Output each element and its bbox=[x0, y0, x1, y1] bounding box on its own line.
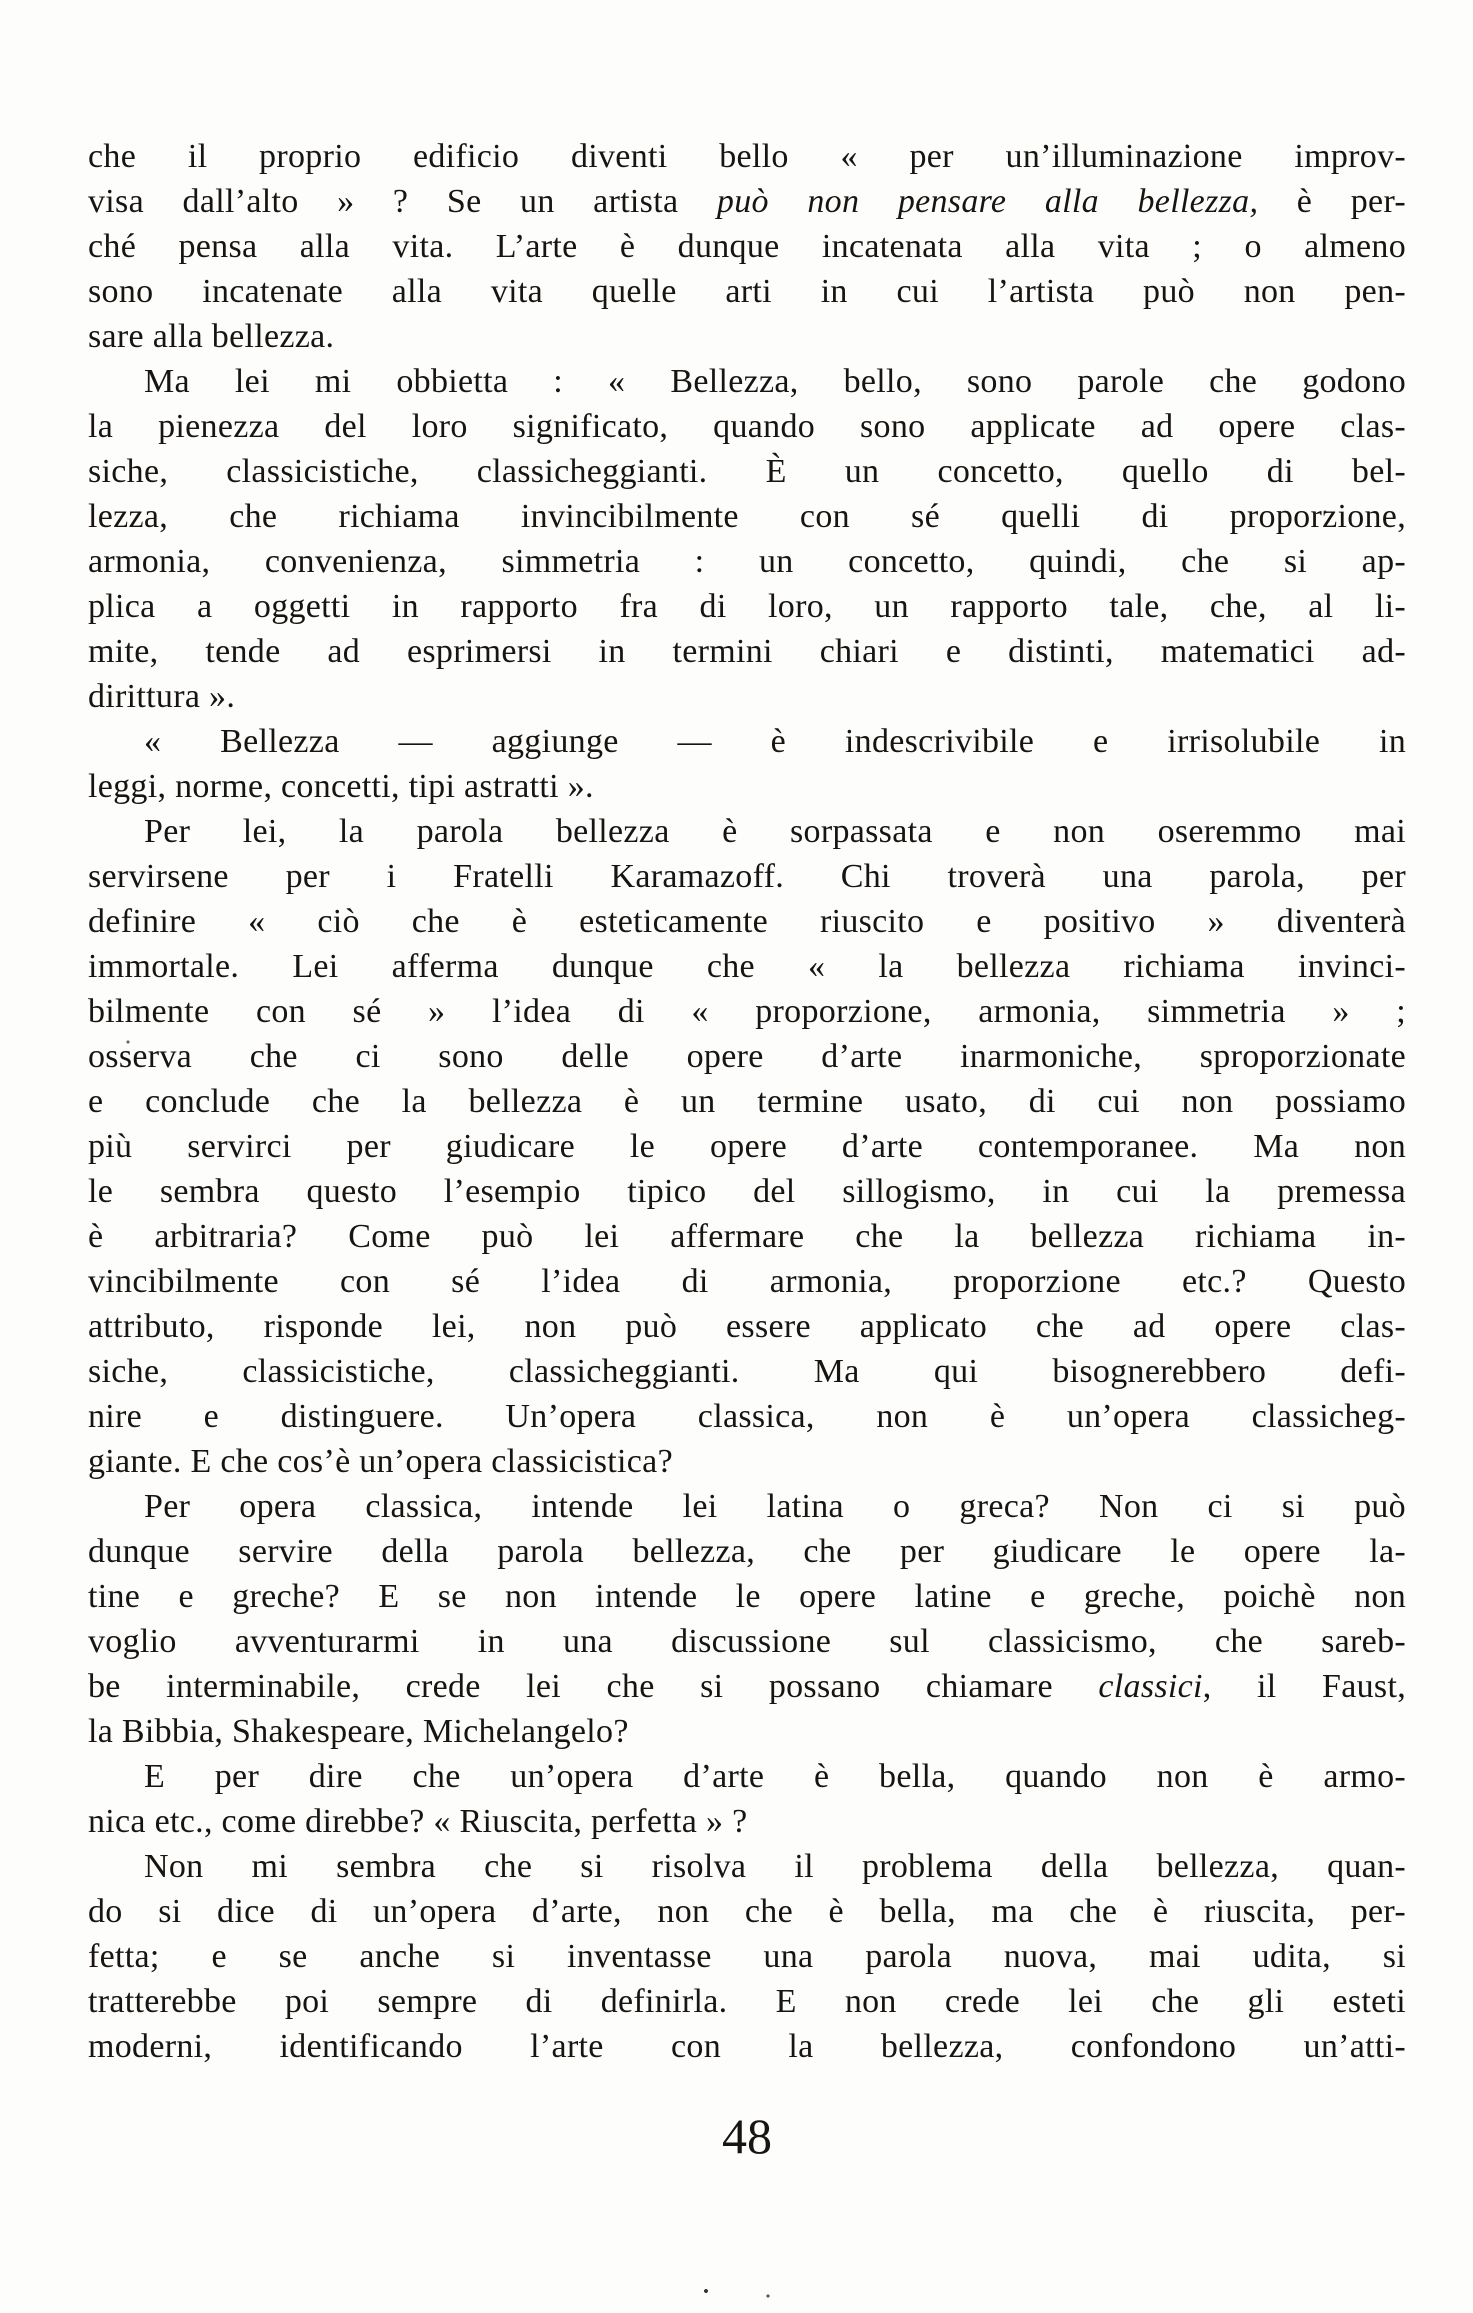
paragraph bbox=[88, 719, 1406, 809]
paragraph bbox=[88, 1484, 1406, 1754]
text-line: sono incatenate alla vita quelle arti in cui l’artista può non pen- bbox=[88, 273, 1406, 310]
text-line: Ma lei mi obbietta : « Bellezza, bello, sono parole che godono bbox=[144, 363, 1406, 400]
text-block bbox=[88, 134, 1406, 2069]
paragraph bbox=[88, 134, 1406, 359]
text-line: leggi, norme, concetti, tipi astratti ». bbox=[88, 768, 594, 805]
text-line: dunque servire della parola bellezza, che per giudicare le opere la- bbox=[88, 1533, 1406, 1570]
text-line: dirittura ». bbox=[88, 678, 236, 715]
text-line: ché pensa alla vita. L’arte è dunque incatenata alla vita ; o almeno bbox=[88, 228, 1406, 265]
text-line: E per dire che un’opera d’arte è bella, quando non è armo- bbox=[144, 1758, 1406, 1795]
text-line: plica a oggetti in rapporto fra di loro, un rapporto tale, che, al li- bbox=[88, 588, 1406, 625]
text-line: armonia, convenienza, simmetria : un concetto, quindi, che si ap- bbox=[88, 543, 1406, 580]
text-line: le sembra questo l’esempio tipico del sillogismo, in cui la premessa bbox=[88, 1173, 1406, 1210]
text-line: moderni, identificando l’arte con la bellezza, confondono un’atti- bbox=[88, 2028, 1406, 2065]
text-line: tratterebbe poi sempre di definirla. E non crede lei che gli esteti bbox=[88, 1983, 1406, 2020]
text-line: attributo, risponde lei, non può essere applicato che ad opere clas- bbox=[88, 1308, 1406, 1345]
text-line: osserva che ci sono delle opere d’arte inarmoniche, sproporzionate bbox=[88, 1038, 1406, 1075]
text-line: la pienezza del loro significato, quando sono applicate ad opere clas- bbox=[88, 408, 1406, 445]
text-line: nire e distinguere. Un’opera classica, non è un’opera classicheg- bbox=[88, 1398, 1406, 1435]
paragraph bbox=[88, 1844, 1406, 2069]
text-line: lezza, che richiama invincibilmente con sé quelli di proporzione, bbox=[88, 498, 1406, 535]
text-line: più servirci per giudicare le opere d’arte contemporanee. Ma non bbox=[88, 1128, 1406, 1165]
text-line: Per opera classica, intende lei latina o greca? Non ci si può bbox=[144, 1488, 1406, 1525]
text-line: siche, classicistiche, classicheggianti. È un concetto, quello di bel- bbox=[88, 453, 1406, 490]
text-line: do si dice di un’opera d’arte, non che è bella, ma che è riuscita, per- bbox=[88, 1893, 1406, 1930]
text-line: giante. E che cos’è un’opera classicistica? bbox=[88, 1443, 673, 1480]
text-line: nica etc., come direbbe? « Riuscita, perfetta » ? bbox=[88, 1803, 748, 1840]
paragraph bbox=[88, 809, 1406, 1484]
page-number: 48 bbox=[722, 2108, 772, 2164]
text-line: tine e greche? E se non intende le opere latine e greche, poichè non bbox=[88, 1578, 1406, 1615]
paragraph bbox=[88, 359, 1406, 719]
text-line: voglio avventurarmi in una discussione sul classicismo, che sareb- bbox=[88, 1623, 1406, 1660]
text-line: be interminabile, crede lei che si possano chiamare classici, il Faust, bbox=[88, 1668, 1406, 1705]
text-line: mite, tende ad esprimersi in termini chiari e distinti, matematici ad- bbox=[88, 633, 1406, 670]
text-line: siche, classicistiche, classicheggianti. Ma qui bisognerebbero defi- bbox=[88, 1353, 1406, 1390]
text-line: vincibilmente con sé l’idea di armonia, proporzione etc.? Questo bbox=[88, 1263, 1406, 1300]
text-line: bilmente con sé » l’idea di « proporzione, armonia, simmetria » ; bbox=[88, 993, 1406, 1030]
text-line: e conclude che la bellezza è un termine usato, di cui non possiamo bbox=[88, 1083, 1406, 1120]
text-line: Non mi sembra che si risolva il problema della bellezza, quan- bbox=[144, 1848, 1406, 1885]
text-line: sare alla bellezza. bbox=[88, 318, 335, 355]
text-line: immortale. Lei afferma dunque che « la bellezza richiama invinci- bbox=[88, 948, 1406, 985]
text-line: la Bibbia, Shakespeare, Michelangelo? bbox=[88, 1713, 629, 1750]
text-line: visa dall’alto » ? Se un artista può non pensare alla bellezza, è per- bbox=[88, 183, 1406, 220]
text-line: fetta; e se anche si inventasse una parola nuova, mai udita, si bbox=[88, 1938, 1406, 1975]
text-line: che il proprio edificio diventi bello « per un’illuminazione improv- bbox=[88, 138, 1406, 175]
text-line: è arbitraria? Come può lei affermare che la bellezza richiama in- bbox=[88, 1218, 1406, 1255]
text-line: definire « ciò che è esteticamente riuscito e positivo » diventerà bbox=[88, 903, 1406, 940]
paragraph bbox=[88, 1754, 1406, 1844]
text-line: servirsene per i Fratelli Karamazoff. Chi troverà una parola, per bbox=[88, 858, 1406, 895]
text-line: Per lei, la parola bellezza è sorpassata e non oseremmo mai bbox=[144, 813, 1406, 850]
text-line: « Bellezza — aggiunge — è indescrivibile e irrisolubile in bbox=[144, 723, 1406, 760]
